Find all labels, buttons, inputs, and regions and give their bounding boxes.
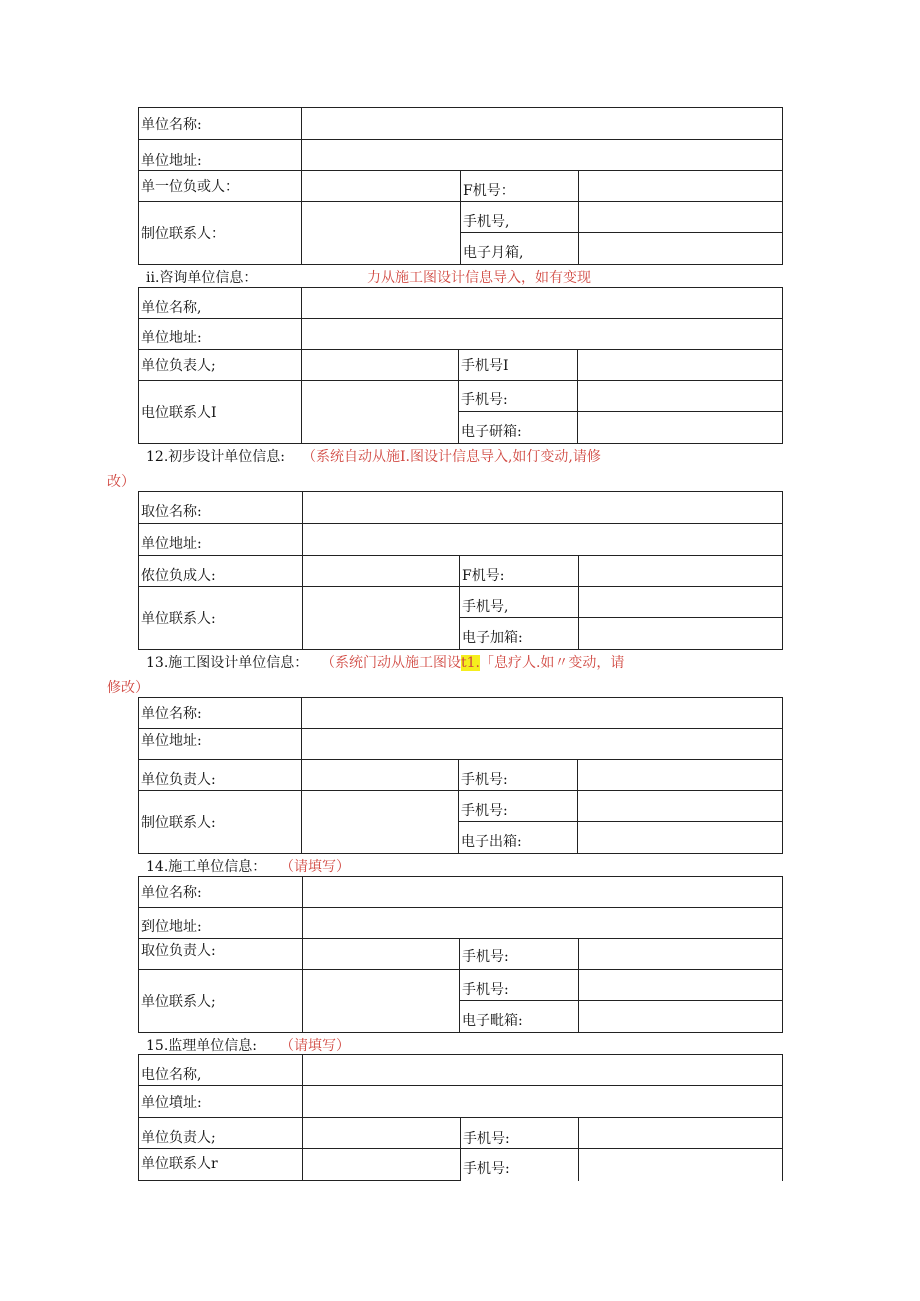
section-title: 14.施工单位信息： bbox=[146, 859, 267, 875]
unit-address-label: 单位地址: bbox=[139, 140, 302, 171]
section-title: 15.监理单位信息: bbox=[146, 1038, 257, 1054]
section-title: ii.咨询单位信息： bbox=[146, 270, 258, 286]
section-note-part-a: （系统门动从施工图设 bbox=[321, 655, 461, 671]
section-note bbox=[321, 652, 624, 672]
email-field[interactable] bbox=[579, 1001, 783, 1033]
phone-field[interactable] bbox=[579, 556, 783, 587]
unit-name-field[interactable] bbox=[303, 492, 783, 524]
unit-name-field[interactable] bbox=[302, 698, 783, 729]
unit-info-table-15 bbox=[138, 1054, 783, 1181]
phone-label: F机号： bbox=[461, 171, 579, 202]
person-in-charge-field[interactable] bbox=[303, 1118, 461, 1149]
section-title: 12.初步设计单位信息: bbox=[146, 449, 285, 465]
person-in-charge-field[interactable] bbox=[302, 350, 459, 381]
contact-phone-label: 手机号, bbox=[460, 587, 579, 618]
highlighted-text: t1. bbox=[461, 655, 480, 671]
phone-field[interactable] bbox=[579, 1118, 783, 1149]
section-note-continued: 改） bbox=[107, 474, 135, 490]
person-in-charge-label: 侬位负成人: bbox=[139, 556, 303, 587]
unit-name-label: 取位名称: bbox=[139, 492, 303, 524]
email-label: 电子出箱: bbox=[459, 822, 578, 854]
unit-address-label: 单位地址: bbox=[139, 729, 302, 760]
unit-name-field[interactable] bbox=[302, 108, 783, 140]
section-note: 力从施工图设计信息导入，如有变现 bbox=[367, 270, 591, 286]
unit-name-field[interactable] bbox=[302, 288, 783, 319]
email-field[interactable] bbox=[579, 233, 783, 265]
phone-label: 手机号I bbox=[459, 350, 578, 381]
phone-field[interactable] bbox=[578, 350, 783, 381]
unit-address-field[interactable] bbox=[302, 319, 783, 350]
email-label: 电子月箱, bbox=[461, 233, 579, 265]
person-in-charge-field[interactable] bbox=[302, 760, 459, 791]
section-title: 13.施工图设计单位信息： bbox=[146, 655, 309, 671]
unit-address-label: 单位墳址: bbox=[139, 1086, 303, 1118]
email-field[interactable] bbox=[578, 412, 783, 444]
contact-field[interactable] bbox=[302, 202, 461, 265]
person-in-charge-label: 单一位负或人： bbox=[139, 171, 302, 202]
phone-label: 手机号: bbox=[459, 760, 578, 791]
contact-phone-label: 手机号: bbox=[459, 381, 578, 412]
email-label: 电子研箱: bbox=[459, 412, 578, 444]
contact-label: 制位联系人： bbox=[139, 202, 302, 265]
contact-field[interactable] bbox=[302, 791, 459, 854]
contact-phone-label: 手机号: bbox=[461, 1149, 579, 1181]
person-in-charge-field[interactable] bbox=[303, 556, 460, 587]
unit-address-field[interactable] bbox=[303, 1086, 783, 1118]
unit-name-field[interactable] bbox=[303, 1055, 783, 1086]
phone-field[interactable] bbox=[579, 171, 783, 202]
person-in-charge-label: 单位负责人; bbox=[139, 1118, 303, 1149]
contact-phone-field[interactable] bbox=[579, 1149, 783, 1181]
unit-info-table-13 bbox=[138, 697, 783, 854]
contact-label: 制位联系人: bbox=[139, 791, 302, 854]
contact-phone-field[interactable] bbox=[579, 202, 783, 233]
contact-field[interactable] bbox=[303, 1149, 461, 1181]
unit-address-label: 单位地址: bbox=[139, 524, 303, 556]
email-label: 电子毗箱: bbox=[460, 1001, 579, 1033]
unit-address-field[interactable] bbox=[303, 524, 783, 556]
section-note: （系统自动从施I.图设计信息导入,如仃变动,请修 bbox=[302, 449, 601, 465]
person-in-charge-label: 取位负责人: bbox=[139, 939, 303, 970]
email-field[interactable] bbox=[578, 822, 783, 854]
contact-field[interactable] bbox=[302, 381, 459, 444]
section-note: （请填写） bbox=[280, 859, 350, 875]
unit-address-label: 单位地址: bbox=[139, 319, 302, 350]
email-label: 电子加箱: bbox=[460, 618, 579, 650]
contact-label: 电位联系人I bbox=[139, 381, 302, 444]
contact-label: 单位联系人r bbox=[139, 1149, 303, 1181]
phone-label: F机号: bbox=[460, 556, 579, 587]
section-note-part-b: 「息疗人.如〃变动，请 bbox=[479, 655, 625, 671]
contact-phone-field[interactable] bbox=[578, 791, 783, 822]
person-in-charge-label: 单位负表人; bbox=[139, 350, 302, 381]
phone-label: 手机号: bbox=[461, 1118, 579, 1149]
person-in-charge-label: 单位负责人: bbox=[139, 760, 302, 791]
unit-info-table-12 bbox=[138, 491, 783, 650]
contact-field[interactable] bbox=[303, 587, 460, 650]
unit-name-label: 单位名称: bbox=[139, 698, 302, 729]
unit-name-label: 单位名称, bbox=[139, 288, 302, 319]
contact-phone-label: 手机号: bbox=[460, 970, 579, 1001]
unit-address-field[interactable] bbox=[303, 908, 783, 939]
contact-phone-field[interactable] bbox=[578, 381, 783, 412]
unit-address-field[interactable] bbox=[302, 140, 783, 171]
unit-address-label: 到位地址: bbox=[139, 908, 303, 939]
unit-address-field[interactable] bbox=[302, 729, 783, 760]
contact-phone-field[interactable] bbox=[579, 970, 783, 1001]
section-note: （请填写） bbox=[280, 1038, 350, 1054]
contact-field[interactable] bbox=[303, 970, 460, 1033]
unit-name-label: 单位名称: bbox=[139, 877, 303, 908]
unit-name-field[interactable] bbox=[303, 877, 783, 908]
unit-info-table-11 bbox=[138, 287, 783, 444]
contact-phone-field[interactable] bbox=[579, 587, 783, 618]
email-field[interactable] bbox=[579, 618, 783, 650]
contact-phone-label: 手机号: bbox=[459, 791, 578, 822]
phone-field[interactable] bbox=[579, 939, 783, 970]
section-note-continued: 修改） bbox=[107, 680, 149, 696]
contact-label: 单位联系人; bbox=[139, 970, 303, 1033]
contact-label: 单位联系人: bbox=[139, 587, 303, 650]
phone-field[interactable] bbox=[578, 760, 783, 791]
person-in-charge-field[interactable] bbox=[302, 171, 461, 202]
phone-label: 手机号: bbox=[460, 939, 579, 970]
person-in-charge-field[interactable] bbox=[303, 939, 460, 970]
contact-phone-label: 手机号, bbox=[461, 202, 579, 233]
unit-name-label: 单位名称: bbox=[139, 108, 302, 140]
unit-info-table-10 bbox=[138, 107, 783, 265]
unit-info-table-14 bbox=[138, 876, 783, 1033]
unit-name-label: 电位名称, bbox=[139, 1055, 303, 1086]
